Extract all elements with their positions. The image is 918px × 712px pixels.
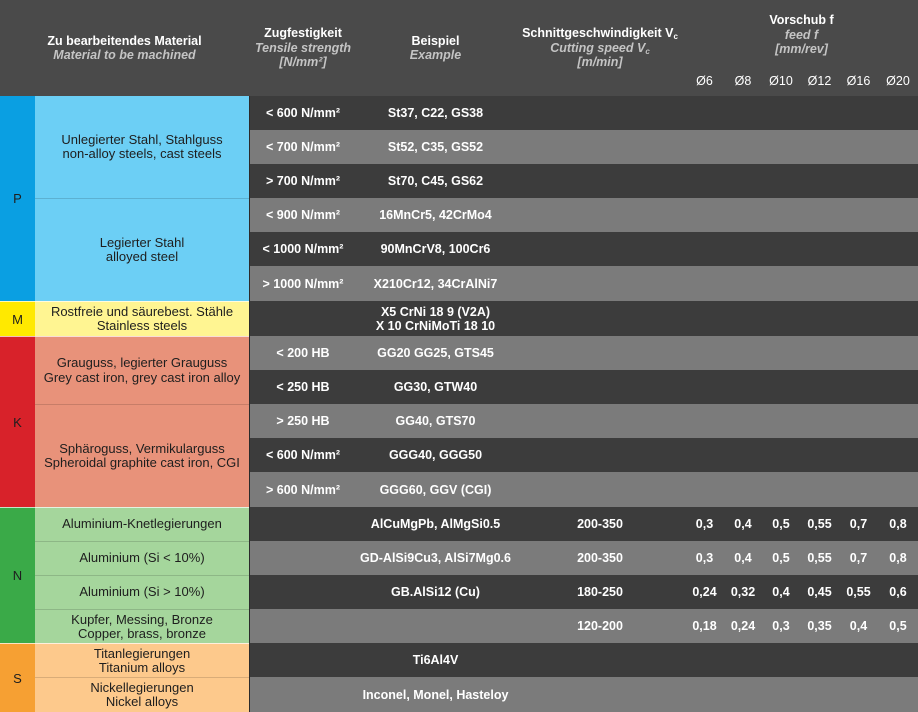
tensile-strength-cell: < 900 N/mm²	[266, 208, 340, 222]
tensile-header-unit: [N/mm²]	[279, 55, 327, 70]
feed-cell: 0,4	[734, 551, 752, 565]
cutting-speed-cell: 200-350	[577, 517, 623, 531]
feed-cell: 0,8	[889, 551, 907, 565]
example-cell: GG30, GTW40	[393, 380, 478, 394]
example-cell: GB.AlSi12 (Cu)	[391, 585, 480, 599]
table-row	[250, 438, 918, 472]
diameter-header-row	[685, 73, 918, 89]
table-row	[250, 266, 918, 301]
speed-header-en	[550, 41, 650, 56]
diameter-label: Ø6	[696, 74, 713, 88]
table-row	[250, 643, 918, 677]
group-k-cell	[0, 336, 35, 507]
tensile-strength-cell: > 1000 N/mm²	[262, 276, 344, 291]
group-s-cell	[0, 643, 35, 712]
tensile-strength-cell: < 700 N/mm²	[266, 140, 340, 154]
example-cell: St70, C45, GS62	[387, 174, 484, 188]
material-cell	[35, 301, 249, 336]
group-letter: M	[12, 311, 23, 327]
example-cell: GGG40, GGG50	[388, 448, 483, 462]
tensile-header-en: Tensile strength	[254, 40, 352, 55]
cutting-speed-cell: 200-350	[577, 551, 623, 565]
material-cell	[35, 198, 249, 301]
feed-cell: 0,4	[734, 517, 752, 531]
example-cell: St37, C22, GS38	[387, 106, 484, 120]
cutting-speed-cell: 120-200	[577, 619, 623, 633]
example-line: X5 CrNi 18 9 (V2A)	[380, 304, 491, 319]
tensile-header-de: Zugfestigkeit	[264, 26, 342, 41]
feed-cell: 0,3	[695, 551, 714, 565]
feed-cell: 0,5	[889, 619, 907, 633]
tensile-strength-cell: < 250 HB	[276, 380, 330, 394]
group-letter: P	[13, 191, 22, 206]
material-cell	[35, 677, 249, 712]
table-row	[250, 232, 918, 266]
example-cell: Inconel, Monel, Hasteloy	[362, 687, 509, 702]
data-rows	[250, 96, 918, 712]
example-cell: 16MnCr5, 42CrMo4	[379, 208, 492, 222]
feed-cell: 0,24	[730, 619, 756, 633]
material-name-en: Titanium alloys	[98, 659, 186, 675]
material-name-de: Legierter Stahl	[99, 234, 185, 250]
feed-cell: 0,55	[807, 517, 832, 531]
feed-cell: 0,3	[772, 619, 790, 633]
group-letter: N	[12, 568, 23, 583]
feed-header-en: feed f	[784, 27, 819, 42]
example-cell: AlCuMgPb, AlMgSi0.5	[370, 517, 501, 531]
group-m-cell	[0, 301, 35, 336]
table-row	[250, 130, 918, 164]
feed-cell: 0,55	[846, 585, 871, 599]
material-header-de: Zu bearbeitendes Material	[47, 33, 202, 48]
table-row	[250, 301, 918, 336]
feed-cell: 0,5	[772, 551, 790, 565]
material-name-de: Titanlegierungen	[93, 645, 191, 661]
feed-cell: 0,4	[772, 585, 790, 599]
speed-header-de-text: Schnittgeschwindigkeit V	[522, 26, 674, 41]
material-cell	[35, 336, 249, 404]
example-cell: St52, C35, GS52	[387, 140, 484, 154]
feed-cell: 0,7	[849, 551, 868, 565]
table-row	[250, 472, 918, 507]
example-cell: GG20 GG25, GTS45	[377, 346, 494, 360]
diameter-label: Ø8	[734, 74, 752, 88]
group-letter: S	[13, 670, 22, 686]
feed-cell: 0,4	[849, 619, 868, 633]
example-header-de: Beispiel	[411, 33, 460, 48]
table-row	[250, 198, 918, 232]
speed-header-de	[522, 26, 678, 41]
material-cell	[35, 507, 249, 541]
feed-cell: 0,6	[889, 585, 907, 599]
tensile-strength-column-header	[250, 0, 356, 96]
material-name-en: Stainless steels	[96, 318, 188, 333]
diameter-label: Ø12	[807, 74, 832, 88]
table-header	[0, 0, 918, 96]
tensile-strength-cell: > 250 HB	[276, 414, 330, 428]
feed-cell: 0,35	[807, 619, 832, 633]
table-row	[250, 575, 918, 609]
feed-cell: 0,5	[772, 517, 790, 531]
material-column-header	[0, 0, 249, 96]
example-cell: X210Cr12, 34CrAlNi7	[373, 276, 498, 291]
material-name-de: Nickellegierungen	[90, 680, 194, 695]
speed-header-de-subscript: c	[673, 32, 678, 42]
material-name-de: Rostfreie und säurebest. Stähle	[50, 304, 234, 319]
feed-column-header	[685, 13, 918, 57]
speed-header-unit: [m/min]	[577, 55, 623, 70]
example-cell: GG40, GTS70	[395, 414, 476, 428]
feed-cell: 0,18	[692, 619, 717, 633]
material-name-en: Spheroidal graphite cast iron, CGI	[44, 455, 240, 470]
group-p-cell	[0, 96, 35, 301]
cutting-speed-column-header	[515, 0, 685, 96]
material-name-de: Aluminium-Knetlegierungen	[62, 516, 222, 532]
material-cell	[35, 541, 249, 575]
material-name-en: Grey cast iron, grey cast iron alloy	[43, 369, 241, 385]
example-column-header	[356, 0, 515, 96]
example-header-en: Example	[409, 48, 462, 62]
example-cell	[356, 301, 515, 336]
feed-cell: 0,45	[807, 585, 832, 599]
material-cell	[35, 609, 249, 643]
table-row	[250, 609, 918, 643]
material-name-en: non-alloy steels, cast steels	[62, 146, 222, 161]
diameter-label: Ø16	[846, 74, 871, 88]
feed-cell: 0,55	[807, 551, 832, 565]
feed-header-de: Vorschub f	[769, 13, 834, 27]
group-letter: K	[13, 414, 22, 430]
tensile-strength-cell: > 600 N/mm²	[266, 482, 340, 497]
speed-header-en-subscript: c	[645, 46, 650, 56]
example-line: X 10 CrNiMoTi 18 10	[375, 318, 496, 333]
tensile-strength-cell: < 600 N/mm²	[266, 106, 340, 120]
example-cell: 90MnCrV8, 100Cr6	[380, 242, 491, 256]
material-cell	[35, 643, 249, 677]
table-row	[250, 541, 918, 575]
material-name-en: alloyed steel	[105, 249, 179, 264]
tensile-strength-cell: < 600 N/mm²	[266, 448, 340, 462]
material-name-de: Unlegierter Stahl, Stahlguss	[61, 131, 223, 147]
example-cell: Ti6Al4V	[412, 653, 459, 667]
table-row	[250, 164, 918, 198]
table-row	[250, 336, 918, 370]
material-cell	[35, 575, 249, 609]
feed-header-unit: [mm/rev]	[775, 42, 828, 56]
feed-cell: 0,24	[692, 585, 717, 599]
table-row	[250, 404, 918, 438]
group-n-cell	[0, 507, 35, 643]
material-name-de: Kupfer, Messing, Bronze	[71, 611, 213, 627]
material-name-en: Nickel alloys	[105, 694, 179, 709]
feed-cell: 0,7	[849, 517, 868, 531]
material-name-de: Aluminium (Si < 10%)	[79, 550, 205, 566]
cutting-speed-cell: 180-250	[577, 585, 623, 599]
table-row	[250, 507, 918, 541]
table-row	[250, 677, 918, 712]
tensile-strength-cell: < 200 HB	[276, 346, 330, 360]
material-name-en: Copper, brass, bronze	[78, 625, 206, 641]
diameter-label: Ø10	[769, 74, 793, 88]
feed-cell: 0,8	[889, 517, 907, 531]
tensile-strength-cell: < 1000 N/mm²	[262, 242, 344, 256]
material-name-de: Grauguss, legierter Grauguss	[56, 355, 228, 370]
material-cell	[35, 96, 249, 198]
diameter-label: Ø20	[886, 74, 910, 88]
table-row	[250, 370, 918, 404]
material-cell	[35, 404, 249, 507]
tensile-strength-cell: > 700 N/mm²	[266, 174, 340, 188]
feed-cell: 0,3	[695, 517, 714, 531]
material-name-de: Aluminium (Si > 10%)	[79, 584, 205, 600]
material-header-en: Material to be machined	[53, 48, 196, 62]
material-name-de: Sphäroguss, Vermikularguss	[59, 440, 225, 456]
feed-cell: 0,32	[730, 585, 756, 599]
example-cell: GGG60, GGV (CGI)	[379, 482, 492, 497]
speed-header-en-text: Cutting speed V	[550, 40, 646, 55]
table-row	[250, 96, 918, 130]
example-cell: GD-AlSi9Cu3, AlSi7Mg0.6	[360, 551, 511, 565]
